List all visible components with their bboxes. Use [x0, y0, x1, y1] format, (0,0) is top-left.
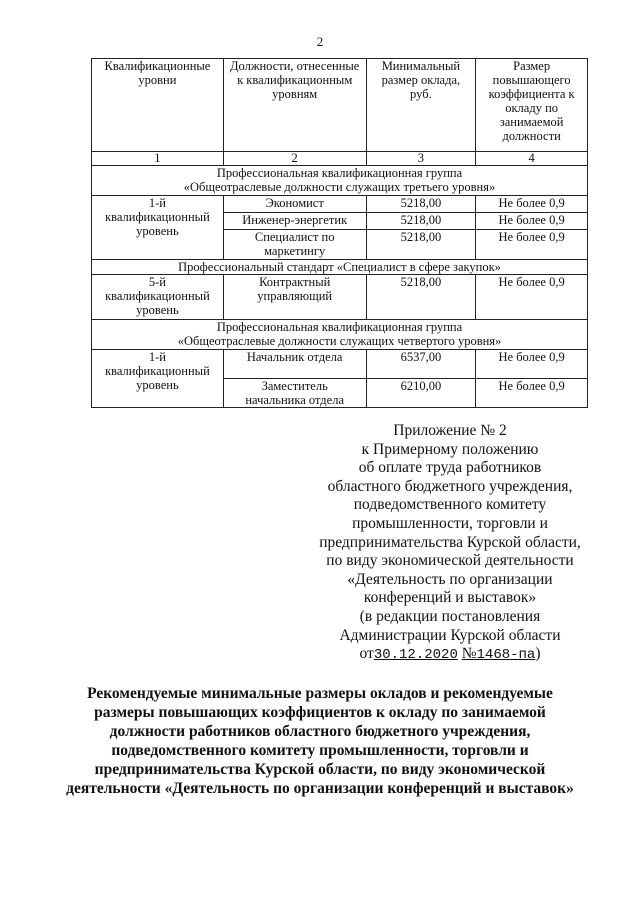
appendix-line: «Деятельность по организации	[347, 570, 553, 588]
appendix-line: (в редакции постановления	[359, 607, 541, 625]
document-title: Рекомендуемые минимальные размеры окладов и рекомендуемые размеры повышающих коэффициентов к окладу по занимаемой должности работников областного бюджетного учреждения, подведомственного комитету промышленности, торговли и предпринимательства Курской области, по виду экономической деятельности «Деятельность по организации конференций и выставок»	[66, 685, 574, 797]
appendix-line: об оплате труда работников	[358, 459, 542, 477]
position-cell: Специалист по маркетингу	[223, 230, 366, 260]
column-number-row	[92, 152, 588, 166]
coefficient-cell: Не более 0,9	[476, 213, 588, 230]
appendix-line: подведомственного комитету	[353, 496, 547, 514]
position-cell: Экономист	[223, 196, 366, 213]
header-coefficient: Размер повышающего коэффициента к окладу по занимаемой должности	[476, 59, 588, 152]
appendix-line: по виду экономической деятельности	[326, 552, 574, 570]
appendix-line: конференций и выставок»	[363, 589, 537, 607]
group-title-row	[92, 260, 588, 275]
position-cell: Начальник отдела	[223, 350, 366, 379]
column-number: 2	[223, 152, 366, 166]
column-number: 3	[366, 152, 476, 166]
group-title: Профессиональная квалификационная группа	[216, 320, 463, 334]
date-suffix: )	[535, 645, 541, 663]
decree-number: 1468-па	[476, 647, 536, 664]
group-title: Профессиональная квалификационная группа	[216, 166, 463, 180]
decree-date: 30.12.2020	[373, 647, 458, 664]
table-header-row	[92, 59, 588, 152]
salary-cell: 5218,00	[366, 213, 476, 230]
column-number: 1	[92, 152, 224, 166]
table-row	[92, 350, 588, 379]
header-levels: Квалификационные уровни	[92, 59, 224, 152]
group-title-row	[92, 320, 588, 350]
decree-date-line	[300, 645, 600, 665]
coefficient-cell: Не более 0,9	[476, 196, 588, 213]
position-cell: Контрактный управляющий	[223, 275, 366, 320]
salary-cell: 6537,00	[366, 350, 476, 379]
qualification-level: 5-й квалификационный уровень	[92, 275, 224, 320]
qualification-level: 1-й квалификационный уровень	[92, 196, 224, 260]
coefficient-cell: Не более 0,9	[476, 379, 588, 408]
appendix-block	[300, 422, 600, 665]
salary-cell: 5218,00	[366, 275, 476, 320]
position-cell: Инженер-энергетик	[223, 213, 366, 230]
column-number: 4	[476, 152, 588, 166]
position-cell: Заместитель начальника отдела	[223, 379, 366, 408]
salary-cell: 5218,00	[366, 230, 476, 260]
coefficient-cell: Не более 0,9	[476, 350, 588, 379]
page-number: 2	[316, 34, 324, 49]
appendix-line: Администрации Курской области	[339, 626, 561, 644]
table-row	[92, 196, 588, 213]
appendix-line: областного бюджетного учреждения,	[327, 477, 573, 495]
appendix-line: к Примерному положению	[361, 440, 539, 458]
qualification-table	[91, 58, 588, 408]
date-prefix: от	[359, 645, 374, 663]
header-positions: Должности, отнесенные к квалификационным уровням	[223, 59, 366, 152]
salary-cell: 6210,00	[366, 379, 476, 408]
salary-cell: 5218,00	[366, 196, 476, 213]
group-subtitle: «Общеотраслевые должности служащих третьего уровня»	[183, 180, 496, 194]
header-min-salary: Минимальный размер оклада, руб.	[366, 59, 476, 152]
appendix-line: предпринимательства Курской области,	[319, 533, 581, 551]
appendix-line: промышленности, торговли и	[352, 514, 548, 532]
group-title-row	[92, 166, 588, 196]
group-title: Профессиональный стандарт «Специалист в сфере закупок»	[92, 260, 588, 275]
qualification-level: 1-й квалификационный уровень	[92, 350, 224, 408]
number-sign: №	[461, 645, 477, 663]
coefficient-cell: Не более 0,9	[476, 275, 588, 320]
appendix-line: Приложение № 2	[393, 422, 507, 439]
coefficient-cell: Не более 0,9	[476, 230, 588, 260]
group-subtitle: «Общеотраслевые должности служащих четвертого уровня»	[177, 334, 502, 348]
table-row	[92, 275, 588, 320]
